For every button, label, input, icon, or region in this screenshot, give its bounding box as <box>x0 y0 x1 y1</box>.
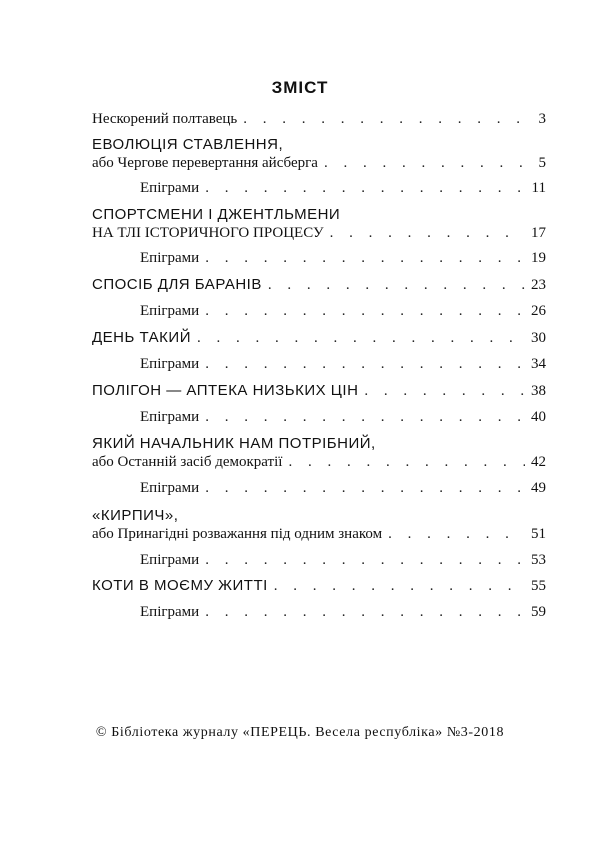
toc-page-number: 53 <box>531 552 546 568</box>
toc-entry[interactable] <box>92 136 546 172</box>
toc-entry-title: Епіграми <box>140 480 200 496</box>
toc-entry[interactable] <box>92 507 546 543</box>
toc-entry-title: або Принагідні розважання під одним знаком <box>92 526 383 542</box>
dot-leader <box>243 110 532 128</box>
dot-leader <box>288 453 525 471</box>
toc-entry[interactable] <box>92 382 546 400</box>
dot-leader <box>364 382 525 400</box>
toc-page-number: 19 <box>531 250 546 266</box>
toc-entry-line <box>92 382 546 400</box>
toc-entry[interactable] <box>140 603 546 621</box>
toc-entry-line: СПОРТСМЕНИ І ДЖЕНТЛЬМЕНИ <box>92 206 341 223</box>
toc-page-number: 3 <box>538 111 546 127</box>
dot-leader <box>205 551 525 569</box>
toc-entry-title: Епіграми <box>140 604 200 620</box>
toc-entry-title: НА ТЛІ ІСТОРИЧНОГО ПРОЦЕСУ <box>92 225 324 241</box>
toc-entry-title: або Чергове перевертання айсберга <box>92 155 318 171</box>
toc-page-number: 23 <box>531 277 546 293</box>
toc-entry-line <box>140 249 546 267</box>
toc-entry[interactable] <box>140 249 546 267</box>
toc-entry-line <box>92 525 546 543</box>
toc-entry[interactable] <box>140 302 546 320</box>
toc-entry[interactable] <box>92 206 546 242</box>
toc-page-number: 40 <box>531 409 546 425</box>
toc-page-number: 38 <box>531 383 546 399</box>
dot-leader <box>324 154 533 172</box>
toc-entry-title: КОТИ В МОЄМУ ЖИТТІ <box>92 577 268 594</box>
toc-entry[interactable] <box>140 179 546 197</box>
toc-page-number: 49 <box>531 480 546 496</box>
dot-leader <box>268 276 525 294</box>
toc-entry-title: СПОСІБ ДЛЯ БАРАНІВ <box>92 276 262 293</box>
toc-entry-line <box>92 453 546 471</box>
toc-entry[interactable] <box>140 355 546 373</box>
dot-leader <box>205 355 525 373</box>
toc-entry-title: Епіграми <box>140 180 200 196</box>
toc-entry-title: Нескорений полтавець <box>92 111 238 127</box>
toc-page-number: 51 <box>531 526 546 542</box>
toc-page-number: 55 <box>531 578 546 594</box>
toc-entry[interactable] <box>92 329 546 347</box>
table-of-contents <box>92 110 546 621</box>
toc-entry-line <box>140 479 546 497</box>
toc-entry-line <box>140 408 546 426</box>
toc-entry-line <box>140 551 546 569</box>
footer-copyright: © Бібліотека журналу «ПЕРЕЦЬ. Весела республіка» №3-2018 <box>95 725 505 740</box>
dot-leader <box>205 479 525 497</box>
toc-entry-line <box>92 276 546 294</box>
toc-entry[interactable] <box>140 408 546 426</box>
toc-entry-line: ЕВОЛЮЦІЯ СТАВЛЕННЯ, <box>92 136 284 153</box>
dot-leader <box>197 329 525 347</box>
toc-entry-line <box>140 179 546 197</box>
toc-page-number: 5 <box>538 155 546 171</box>
toc-page-number: 59 <box>531 604 546 620</box>
toc-entry-line <box>140 603 546 621</box>
toc-entry-title: Епіграми <box>140 356 200 372</box>
toc-entry-title: ПОЛІГОН — АПТЕКА НИЗЬКИХ ЦІН <box>92 382 359 399</box>
toc-entry-title: або Останній засіб демократії <box>92 454 283 470</box>
toc-entry-line <box>92 154 546 172</box>
toc-entry[interactable] <box>140 551 546 569</box>
toc-page-number: 42 <box>531 454 546 470</box>
toc-entry-line <box>92 577 546 595</box>
toc-entry-line: «КИРПИЧ», <box>92 507 179 524</box>
toc-entry[interactable] <box>92 110 546 128</box>
page-title: ЗМІСТ <box>271 78 329 97</box>
toc-entry-line <box>92 329 546 347</box>
toc-entry-title: Епіграми <box>140 409 200 425</box>
dot-leader <box>274 577 525 595</box>
toc-page-number: 17 <box>531 225 546 241</box>
toc-entry[interactable] <box>92 577 546 595</box>
dot-leader <box>205 302 525 320</box>
toc-entry-line <box>92 224 546 242</box>
toc-entry-line <box>92 110 546 128</box>
toc-entry-line <box>140 302 546 320</box>
toc-entry-line: ЯКИЙ НАЧАЛЬНИК НАМ ПОТРІБНИЙ, <box>92 435 376 452</box>
toc-entry-title: Епіграми <box>140 552 200 568</box>
toc-entry[interactable] <box>92 435 546 471</box>
toc-entry[interactable] <box>140 479 546 497</box>
toc-entry-title: ДЕНЬ ТАКИЙ <box>92 329 191 346</box>
toc-entry[interactable] <box>92 276 546 294</box>
dot-leader <box>205 249 525 267</box>
toc-page-number: 11 <box>531 180 546 196</box>
dot-leader <box>205 179 525 197</box>
toc-page-number: 30 <box>531 330 546 346</box>
toc-page-number: 34 <box>531 356 546 372</box>
toc-entry-title: Епіграми <box>140 303 200 319</box>
dot-leader <box>205 408 525 426</box>
toc-entry-line <box>140 355 546 373</box>
dot-leader <box>330 224 525 242</box>
toc-entry-title: Епіграми <box>140 250 200 266</box>
toc-page-number: 26 <box>531 303 546 319</box>
dot-leader <box>205 603 525 621</box>
dot-leader <box>388 525 525 543</box>
